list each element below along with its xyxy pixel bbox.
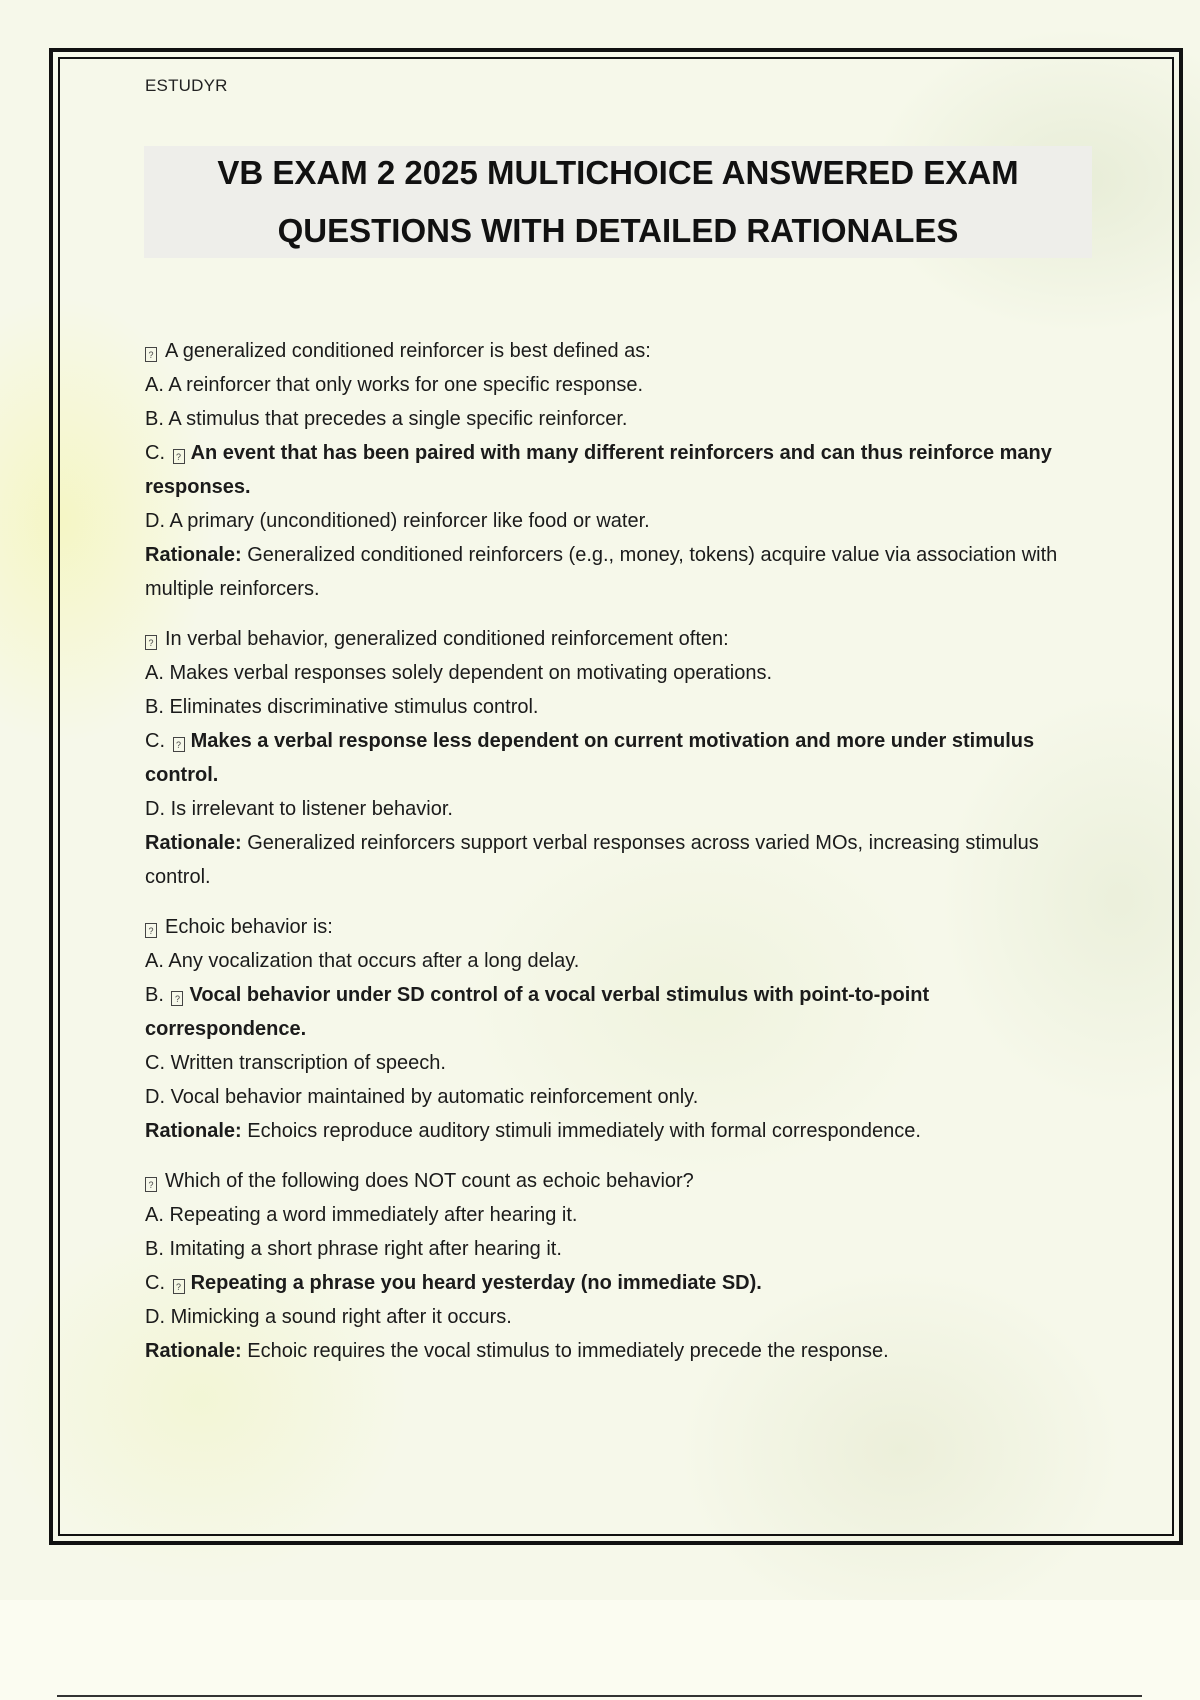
rationale-text: Generalized conditioned reinforcers (e.g., money, tokens) acquire value via association with multiple reinforcers. (145, 544, 1058, 600)
option-text: Eliminates discriminative stimulus control. (169, 696, 539, 718)
question-stem (145, 622, 1085, 656)
option-letter: A. (145, 662, 164, 684)
answer-option (145, 504, 1085, 538)
option-letter: D. (145, 510, 165, 532)
checkbox-icon: ? (145, 1177, 157, 1192)
checkmark-icon: ? (171, 991, 183, 1006)
option-letter: B. (145, 696, 164, 718)
option-text: Mimicking a sound right after it occurs. (170, 1306, 512, 1328)
option-text: Makes verbal responses solely dependent on motivating operations. (169, 662, 773, 684)
rationale-label: Rationale: (145, 544, 242, 566)
answer-option (145, 368, 1085, 402)
option-text: A reinforcer that only works for one specific response. (168, 374, 644, 396)
question-stem (145, 910, 1085, 944)
question-list (145, 334, 1085, 1384)
rationale-text: Generalized reinforcers support verbal responses across varied MOs, increasing stimulus control. (145, 832, 1039, 888)
question-block (145, 910, 1085, 1148)
document-title: VB EXAM 2 2025 MULTICHOICE ANSWERED EXAM QUESTIONS WITH DETAILED RATIONALES (217, 154, 1019, 249)
option-letter: C. (145, 1272, 165, 1294)
option-letter: D. (145, 1306, 165, 1328)
option-letter: C. (145, 442, 165, 464)
option-text: Makes a verbal response less dependent on current motivation and more under stimulus control. (145, 730, 1035, 786)
question-stem-text: In verbal behavior, generalized conditioned reinforcement often: (165, 628, 729, 650)
rationale (145, 538, 1085, 606)
question-block (145, 334, 1085, 606)
option-letter: C. (145, 1052, 165, 1074)
option-letter: A. (145, 1204, 164, 1226)
rationale (145, 826, 1085, 894)
rationale-label: Rationale: (145, 832, 242, 854)
checkmark-icon: ? (173, 737, 185, 752)
option-letter: D. (145, 1086, 165, 1108)
answer-option (145, 1046, 1085, 1080)
question-block (145, 1164, 1085, 1368)
rationale (145, 1114, 1085, 1148)
question-stem (145, 334, 1085, 368)
answer-option (145, 402, 1085, 436)
answer-option (145, 656, 1085, 690)
option-text: A primary (unconditioned) reinforcer like food or water. (169, 510, 650, 532)
question-stem-text: Echoic behavior is: (165, 916, 333, 938)
answer-option (145, 792, 1085, 826)
option-letter: B. (145, 984, 164, 1006)
rationale-label: Rationale: (145, 1120, 242, 1142)
answer-option-correct (145, 436, 1085, 504)
rationale-label: Rationale: (145, 1340, 242, 1362)
option-letter: B. (145, 1238, 164, 1260)
option-text: Written transcription of speech. (170, 1052, 446, 1074)
question-stem-text: A generalized conditioned reinforcer is best defined as: (165, 340, 651, 362)
option-letter: B. (145, 408, 164, 430)
answer-option-correct (145, 724, 1085, 792)
option-letter: C. (145, 730, 165, 752)
question-block (145, 622, 1085, 894)
answer-option (145, 944, 1085, 978)
option-letter: A. (145, 950, 164, 972)
answer-option (145, 1198, 1085, 1232)
checkbox-icon: ? (145, 923, 157, 938)
option-text: Any vocalization that occurs after a long delay. (168, 950, 580, 972)
checkbox-icon: ? (145, 635, 157, 650)
option-letter: D. (145, 798, 165, 820)
checkbox-icon: ? (145, 347, 157, 362)
answer-option-correct (145, 978, 1085, 1046)
question-stem-text: Which of the following does NOT count as echoic behavior? (165, 1170, 694, 1192)
answer-option (145, 1300, 1085, 1334)
answer-option (145, 1232, 1085, 1266)
option-text: Vocal behavior maintained by automatic reinforcement only. (170, 1086, 699, 1108)
option-text: Repeating a word immediately after hearing it. (169, 1204, 578, 1226)
rationale-text: Echoics reproduce auditory stimuli immediately with formal correspondence. (247, 1120, 921, 1142)
option-text: Repeating a phrase you heard yesterday (no immediate SD). (190, 1272, 762, 1294)
option-text: Is irrelevant to listener behavior. (170, 798, 453, 820)
rationale-text: Echoic requires the vocal stimulus to immediately precede the response. (247, 1340, 889, 1362)
checkmark-icon: ? (173, 1279, 185, 1294)
option-text: A stimulus that precedes a single specific reinforcer. (168, 408, 628, 430)
rationale (145, 1334, 1085, 1368)
answer-option (145, 690, 1085, 724)
option-text: Vocal behavior under SD control of a vocal verbal stimulus with point-to-point correspondence. (145, 984, 930, 1040)
option-text: An event that has been paired with many different reinforcers and can thus reinforce many responses. (145, 442, 1052, 498)
question-stem (145, 1164, 1085, 1198)
title-banner (144, 146, 1092, 258)
option-text: Imitating a short phrase right after hearing it. (169, 1238, 562, 1260)
answer-option (145, 1080, 1085, 1114)
checkmark-icon: ? (173, 449, 185, 464)
brand-label: ESTUDYR (145, 76, 228, 95)
answer-option-correct (145, 1266, 1085, 1300)
footer-rule (57, 1695, 1142, 1697)
option-letter: A. (145, 374, 164, 396)
